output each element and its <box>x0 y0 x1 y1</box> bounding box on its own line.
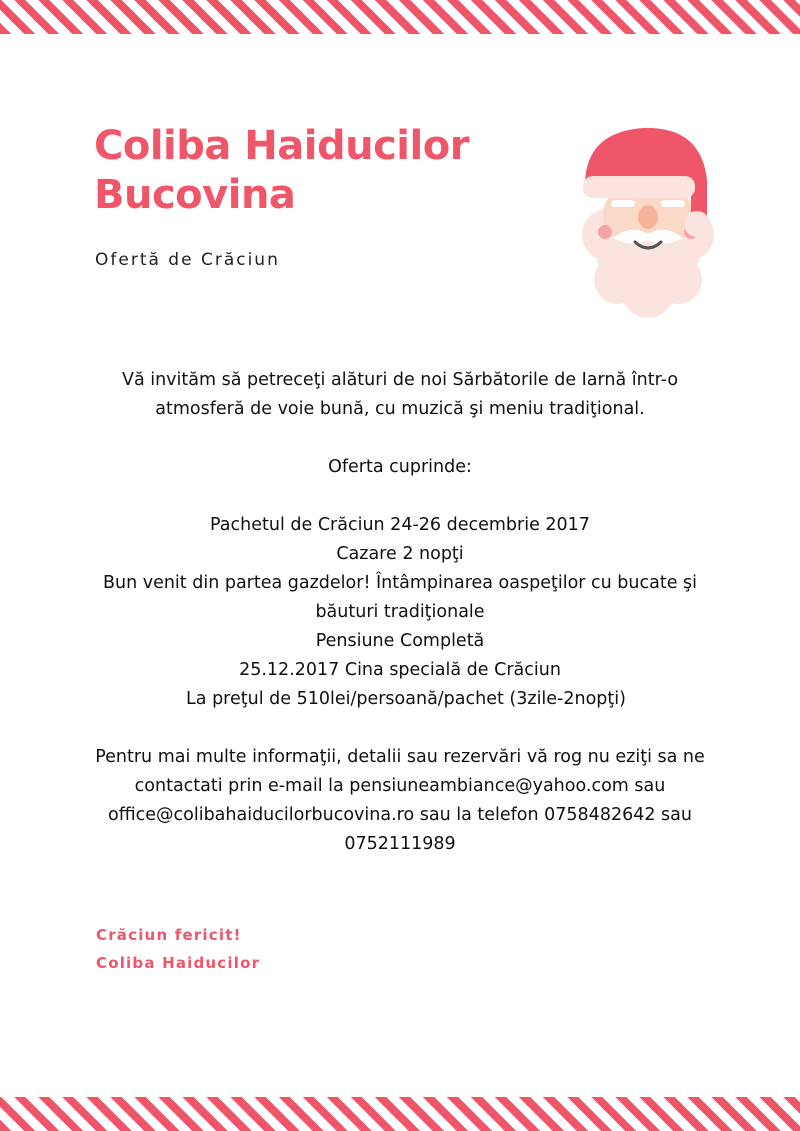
page-title <box>94 122 469 220</box>
offer-body <box>80 366 720 859</box>
closing-sender: Coliba Haiducilor <box>96 954 261 972</box>
contact-paragraph: Pentru mai multe informaţii, detalii sau rezervări vă rog nu eziţi sa ne contactati prin e-mail la pensiuneambiance@yahoo.com sau office@colibahaiducilorbucovina.ro sau la telefon 0758482642 sau 0752111989 <box>95 747 705 854</box>
page-subtitle: Ofertă de Crăciun <box>95 250 280 270</box>
offer-item: Cazare 2 nopţi <box>336 544 464 564</box>
offer-item: La preţul de 510lei/persoană/pachet (3zile-2nopţi) <box>186 689 626 709</box>
title-line-2: Bucovina <box>94 172 296 218</box>
offer-item: 25.12.2017 Cina specială de Crăciun <box>239 660 561 680</box>
intro-paragraph: Vă invităm să petreceţi alături de noi Sărbătorile de Iarnă într-o atmosferă de voie bună, cu muzică şi meniu tradiţional. <box>121 370 679 419</box>
offer-item: Pensiune Completă <box>315 631 485 651</box>
bottom-candy-stripe-border <box>0 1097 800 1131</box>
title-line-1: Coliba Haiducilor <box>94 123 469 169</box>
offer-item: Pachetul de Crăciun 24-26 decembrie 2017 <box>210 515 590 535</box>
closing-signature <box>96 921 260 977</box>
top-candy-stripe-border <box>0 0 800 34</box>
santa-claus-icon <box>573 120 723 320</box>
closing-greeting: Crăciun fericit! <box>96 926 242 944</box>
offer-item: Bun venit din partea gazdelor! Întâmpinarea oaspeţilor cu bucate şi băuturi tradiţionale <box>102 573 698 622</box>
offer-heading: Oferta cuprinde: <box>328 457 472 477</box>
